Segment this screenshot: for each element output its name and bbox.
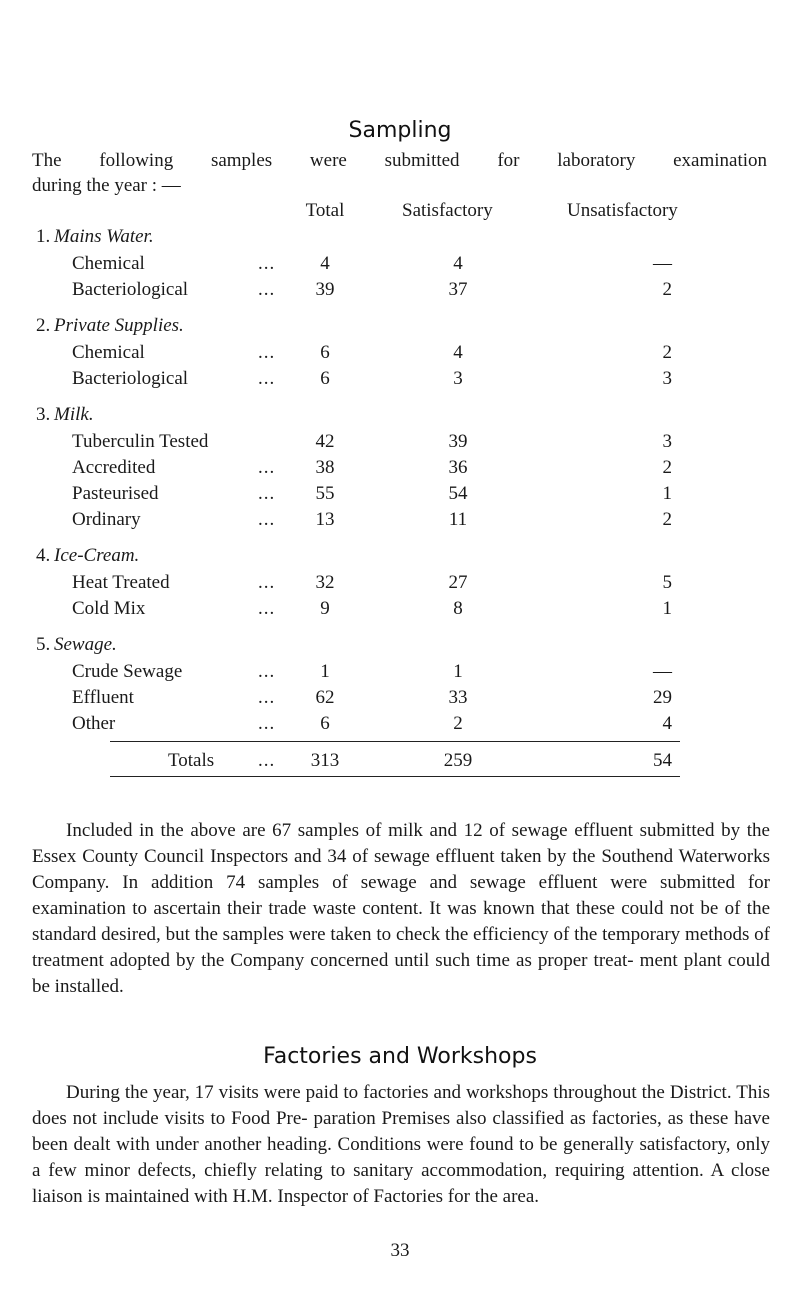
section-title: Sewage. bbox=[54, 634, 117, 655]
row-label: Bacteriological bbox=[72, 279, 189, 300]
cell-unsatisfactory: 2 bbox=[662, 457, 672, 478]
cell-satisfactory: 39 bbox=[448, 431, 468, 452]
section-number: 5. bbox=[36, 634, 51, 655]
cell-satisfactory: 4 bbox=[453, 342, 463, 363]
section-header bbox=[0, 545, 800, 571]
cell-total: 13 bbox=[315, 509, 335, 530]
column-header-unsatisfactory: Unsatisfactory bbox=[567, 200, 678, 221]
cell-satisfactory: 259 bbox=[443, 750, 473, 771]
table-row bbox=[0, 483, 800, 509]
section-title: Mains Water. bbox=[54, 226, 154, 247]
section-number: 1. bbox=[36, 226, 51, 247]
cell-total: 55 bbox=[315, 483, 335, 504]
row-label: Other bbox=[72, 713, 116, 734]
cell-total: 6 bbox=[320, 368, 330, 389]
factories-paragraph: During the year, 17 visits were paid to factories and workshops throughout the District. This does not include visits to Food Pre- paration Premises also classified as factories, as these have been dealt with under another heading. Conditions were found to be generally satisfactory, only a few minor defects, chiefly relating to sanitary accommodation, requiring attention. A close liaison is maintained with H.M. Inspector of Factories for the area. bbox=[32, 1082, 770, 1207]
cell-satisfactory: 8 bbox=[453, 598, 463, 619]
table-row bbox=[0, 661, 800, 687]
cell-satisfactory: 3 bbox=[453, 368, 463, 389]
row-label: Tuberculin Tested bbox=[72, 431, 209, 452]
row-leader-dots: ... bbox=[258, 572, 276, 593]
cell-total: 38 bbox=[315, 457, 335, 478]
section-header bbox=[0, 404, 800, 430]
cell-unsatisfactory: 2 bbox=[662, 279, 672, 300]
table-row bbox=[0, 368, 800, 394]
cell-total: 42 bbox=[315, 431, 335, 452]
row-label: Chemical bbox=[72, 342, 145, 363]
cell-unsatisfactory: 1 bbox=[662, 598, 672, 619]
table-row bbox=[0, 687, 800, 713]
sampling-intro-line1: The following samples were submitted for laboratory examination bbox=[32, 150, 767, 171]
cell-unsatisfactory: 2 bbox=[662, 509, 672, 530]
cell-satisfactory: 36 bbox=[448, 457, 468, 478]
section-header bbox=[0, 315, 800, 341]
section-number: 2. bbox=[36, 315, 51, 336]
row-label: Ordinary bbox=[72, 509, 141, 530]
cell-unsatisfactory: 1 bbox=[662, 483, 672, 504]
cell-unsatisfactory: 54 bbox=[653, 750, 672, 771]
row-leader-dots: ... bbox=[258, 661, 276, 682]
table-row bbox=[0, 431, 800, 457]
sampling-heading: Sampling bbox=[348, 118, 452, 143]
cell-total: 9 bbox=[320, 598, 330, 619]
section-header bbox=[0, 226, 800, 252]
section-title: Ice-Cream. bbox=[54, 545, 140, 566]
cell-unsatisfactory: 29 bbox=[653, 687, 672, 708]
cell-satisfactory: 1 bbox=[453, 661, 463, 682]
section-number: 4. bbox=[36, 545, 51, 566]
table-row bbox=[0, 713, 800, 739]
row-label: Bacteriological bbox=[72, 368, 189, 389]
cell-satisfactory: 2 bbox=[453, 713, 463, 734]
column-header-total: Total bbox=[305, 200, 345, 221]
cell-unsatisfactory: — bbox=[653, 661, 672, 682]
cell-unsatisfactory: 5 bbox=[662, 572, 672, 593]
cell-total: 6 bbox=[320, 342, 330, 363]
cell-unsatisfactory: 3 bbox=[662, 368, 672, 389]
row-leader-dots: ... bbox=[258, 713, 276, 734]
cell-total: 32 bbox=[315, 572, 335, 593]
row-leader-dots: ... bbox=[258, 457, 276, 478]
row-label: Pasteurised bbox=[72, 483, 159, 504]
page-number: 33 bbox=[390, 1240, 410, 1261]
row-label: Crude Sewage bbox=[72, 661, 183, 682]
row-leader-dots: ... bbox=[258, 598, 276, 619]
row-leader-dots: ... bbox=[258, 279, 276, 300]
row-label: Accredited bbox=[72, 457, 156, 478]
section-header bbox=[0, 634, 800, 660]
table-row bbox=[0, 509, 800, 535]
section-title: Private Supplies. bbox=[54, 315, 184, 336]
row-leader-dots: ... bbox=[258, 368, 276, 389]
cell-satisfactory: 27 bbox=[448, 572, 468, 593]
cell-satisfactory: 11 bbox=[448, 509, 468, 530]
table-row bbox=[0, 457, 800, 483]
cell-satisfactory: 37 bbox=[448, 279, 468, 300]
row-leader-dots: ... bbox=[258, 509, 276, 530]
section-title: Milk. bbox=[54, 404, 94, 425]
cell-satisfactory: 4 bbox=[453, 253, 463, 274]
table-row bbox=[0, 342, 800, 368]
row-leader-dots: ... bbox=[258, 687, 276, 708]
row-leader-dots: ... bbox=[258, 253, 276, 274]
row-leader-dots: ... bbox=[258, 483, 276, 504]
totals-row bbox=[0, 750, 800, 776]
totals-label: Totals bbox=[168, 750, 215, 771]
sampling-intro-line2: during the year : — bbox=[32, 175, 181, 196]
cell-total: 62 bbox=[315, 687, 335, 708]
cell-total: 1 bbox=[320, 661, 330, 682]
cell-total: 6 bbox=[320, 713, 330, 734]
table-row bbox=[0, 253, 800, 279]
cell-total: 4 bbox=[320, 253, 330, 274]
table-row bbox=[0, 572, 800, 598]
row-leader-dots: ... bbox=[258, 342, 276, 363]
cell-unsatisfactory: 2 bbox=[662, 342, 672, 363]
table-row bbox=[0, 598, 800, 624]
row-leader-dots: ... bbox=[258, 750, 276, 771]
column-header-satisfactory: Satisfactory bbox=[402, 200, 493, 221]
row-label: Cold Mix bbox=[72, 598, 146, 619]
section-number: 3. bbox=[36, 404, 51, 425]
row-label: Heat Treated bbox=[72, 572, 170, 593]
cell-total: 39 bbox=[315, 279, 335, 300]
cell-unsatisfactory: — bbox=[653, 253, 672, 274]
cell-satisfactory: 33 bbox=[448, 687, 468, 708]
table-row bbox=[0, 279, 800, 305]
cell-total: 313 bbox=[310, 750, 340, 771]
cell-satisfactory: 54 bbox=[448, 483, 468, 504]
row-label: Chemical bbox=[72, 253, 145, 274]
totals-bottom-rule bbox=[110, 776, 680, 777]
sampling-paragraph: Included in the above are 67 samples of milk and 12 of sewage effluent submitted by the Essex County Council Inspectors and 34 of sewage effluent taken by the Southend Waterworks Company. In addition 74 samples of sewage and sewage effluent were submitted for examination to ascertain their trade waste content. It was known that these could not be of the standard desired, but the samples were taken to check the efficiency of the temporary methods of treatment adopted by the Company concerned until such time as proper treat- ment plant could be installed. bbox=[32, 820, 770, 997]
totals-top-rule bbox=[110, 741, 680, 742]
row-label: Effluent bbox=[72, 687, 134, 708]
table-header bbox=[0, 200, 800, 226]
cell-unsatisfactory: 3 bbox=[662, 431, 672, 452]
factories-heading: Factories and Workshops bbox=[263, 1044, 537, 1069]
cell-unsatisfactory: 4 bbox=[662, 713, 672, 734]
